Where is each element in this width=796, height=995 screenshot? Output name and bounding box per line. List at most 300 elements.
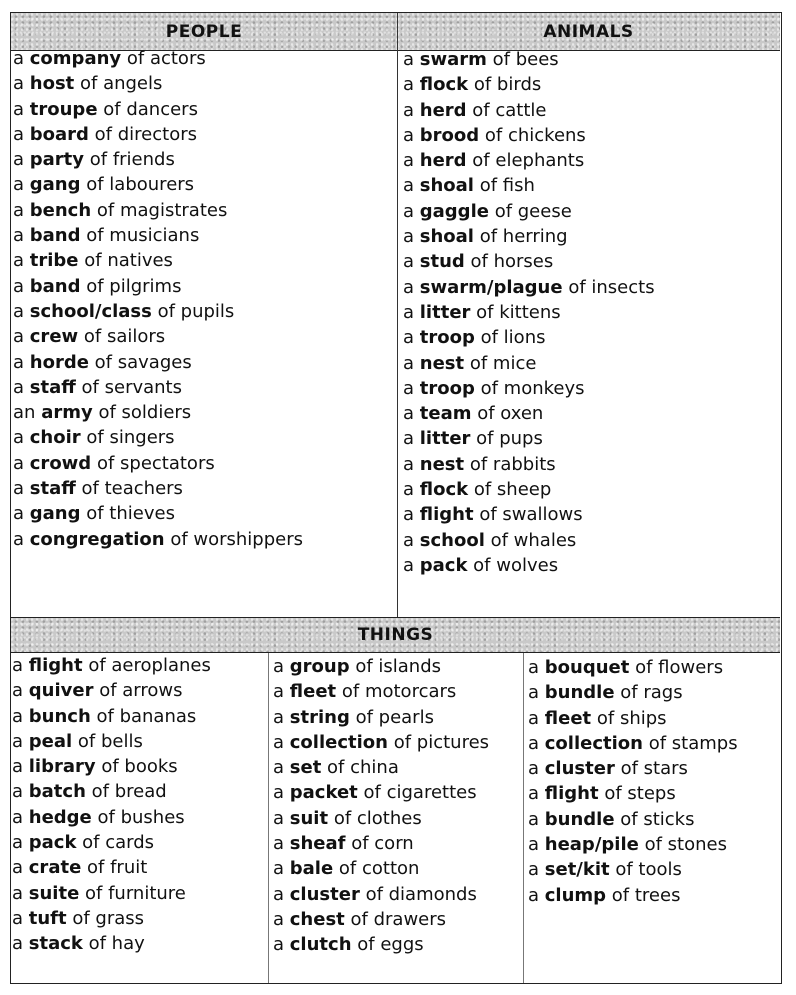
people-header: PEOPLE [11, 13, 397, 51]
article: a [273, 706, 285, 728]
group-member: of islands [355, 656, 442, 677]
people-animals-divider [397, 13, 398, 617]
list-item [13, 425, 303, 450]
collective-noun: horde [29, 351, 89, 373]
list-item [273, 730, 489, 755]
article: a [273, 934, 285, 956]
collective-noun: sheaf [289, 833, 346, 855]
article: a [403, 74, 415, 96]
list-item [273, 882, 489, 907]
collective-noun: board [29, 123, 89, 145]
article: a [403, 200, 415, 222]
group-member: of lions [480, 327, 546, 349]
collective-noun: swarm [419, 49, 487, 70]
article: a [403, 150, 415, 172]
collective-noun: collection [544, 732, 643, 754]
collective-noun: flock [419, 479, 469, 501]
article: a [13, 98, 25, 120]
group-member: of rabbits [469, 453, 556, 475]
list-item [13, 299, 303, 324]
group-member: of furniture [85, 882, 186, 904]
article: a [13, 174, 25, 196]
list-item [12, 729, 211, 754]
list-item [273, 806, 489, 831]
article: a [13, 149, 25, 171]
article: a [13, 503, 25, 525]
article: a [12, 806, 24, 828]
article: a [13, 452, 25, 474]
list-item [528, 832, 738, 857]
collective-noun: set/kit [544, 859, 610, 881]
article: a [403, 175, 415, 197]
collective-noun: suit [289, 807, 329, 829]
collective-noun: chest [289, 908, 345, 930]
list-item [403, 98, 655, 123]
collective-noun: packet [289, 782, 358, 804]
collective-noun: congregation [29, 528, 165, 550]
group-member: of fruit [87, 857, 148, 879]
group-member: of musicians [86, 225, 200, 247]
article: a [273, 681, 285, 703]
list-item [12, 653, 211, 678]
group-member: of stars [620, 758, 688, 780]
group-member: of soldiers [98, 402, 192, 424]
article: a [403, 124, 415, 146]
article: a [403, 453, 415, 475]
collective-noun: troop [419, 327, 475, 349]
list-item [403, 401, 655, 426]
group-member: of elephants [472, 150, 585, 172]
list-item [528, 731, 738, 756]
article: a [403, 99, 415, 121]
article: a [12, 705, 24, 727]
article: a [12, 933, 24, 955]
article: a [13, 73, 25, 95]
list-item [273, 705, 489, 730]
list-item [403, 477, 655, 502]
group-member: of pilgrims [86, 275, 182, 297]
article: a [403, 504, 415, 526]
article: a [13, 199, 25, 221]
list-item [403, 452, 655, 477]
collective-noun: clutch [289, 934, 352, 956]
collective-noun: peal [28, 730, 73, 752]
article: a [403, 301, 415, 323]
group-member: of cigarettes [363, 782, 477, 804]
collective-noun: party [29, 149, 85, 171]
list-item [273, 780, 489, 805]
collective-noun: library [28, 756, 96, 778]
group-member: of sticks [620, 808, 695, 830]
list-item [403, 528, 655, 553]
collective-noun: bouquet [544, 657, 630, 678]
collective-noun: herd [419, 99, 467, 121]
group-member: of arrows [99, 680, 183, 702]
group-member: of swallows [479, 504, 583, 526]
collective-noun: troupe [29, 98, 98, 120]
group-member: of labourers [86, 174, 195, 196]
article: a [13, 351, 25, 373]
collective-noun: nest [419, 453, 465, 475]
list-item [13, 71, 303, 96]
article: a [12, 756, 24, 778]
things-divider-2 [523, 653, 524, 983]
list-item [13, 375, 303, 400]
article: a [273, 782, 285, 804]
list-item [403, 249, 655, 274]
collective-noun: staff [29, 478, 76, 500]
article: a [12, 832, 24, 854]
collective-noun: tribe [29, 250, 79, 272]
group-member: of whales [490, 529, 577, 551]
list-item [403, 47, 655, 72]
list-item [528, 781, 738, 806]
group-member: of spectators [96, 452, 215, 474]
list-item [12, 906, 211, 931]
list-item [273, 907, 489, 932]
list-item [528, 807, 738, 832]
group-member: of pupils [157, 300, 235, 322]
article: a [528, 859, 540, 881]
group-member: of stamps [648, 732, 738, 754]
collective-noun: choir [29, 427, 81, 449]
article: a [528, 783, 540, 805]
list-item [12, 881, 211, 906]
group-member: of bananas [96, 705, 197, 727]
list-item [273, 654, 489, 679]
article: a [13, 300, 25, 322]
group-member: of china [327, 757, 399, 779]
article: a [528, 758, 540, 780]
group-member: of clothes [333, 807, 422, 829]
list-item [403, 275, 655, 300]
group-member: of pups [476, 428, 543, 450]
article: a [13, 250, 25, 272]
list-item [13, 248, 303, 273]
collective-noun: shoal [419, 226, 474, 248]
list-item [528, 857, 738, 882]
article: a [273, 757, 285, 779]
list-item [13, 147, 303, 172]
group-member: of tools [615, 859, 682, 881]
list-item [528, 680, 738, 705]
collective-noun: litter [419, 301, 471, 323]
group-member: of monkeys [480, 377, 585, 399]
collective-noun: group [289, 656, 350, 677]
collective-noun: string [289, 706, 350, 728]
article: a [403, 529, 415, 551]
collective-noun: band [29, 275, 81, 297]
article: a [528, 657, 540, 678]
article: a [403, 49, 415, 70]
article: a [403, 276, 415, 298]
list-item [403, 173, 655, 198]
collective-noun: bench [29, 199, 92, 221]
article: a [13, 376, 25, 398]
group-member: of bread [91, 781, 167, 803]
collective-noun: staff [29, 376, 76, 398]
group-member: of herring [479, 226, 568, 248]
collective-noun: quiver [28, 680, 94, 702]
list-item [12, 805, 211, 830]
article: a [403, 251, 415, 273]
group-member: of magistrates [96, 199, 228, 221]
group-member: of trees [611, 884, 681, 906]
collective-noun: suite [28, 882, 80, 904]
article: a [403, 327, 415, 349]
group-member: of eggs [357, 934, 424, 956]
article: a [528, 884, 540, 906]
article: a [403, 377, 415, 399]
collective-noun: hedge [28, 806, 92, 828]
article: a [273, 858, 285, 880]
list-item [273, 932, 489, 957]
collective-noun: bundle [544, 682, 615, 704]
collective-noun: school/class [29, 300, 152, 322]
article: a [13, 478, 25, 500]
group-member: of flowers [635, 657, 724, 678]
collective-noun: tuft [28, 907, 67, 929]
group-member: of cards [82, 832, 155, 854]
article: a [273, 731, 285, 753]
list-item [13, 97, 303, 122]
article: a [12, 882, 24, 904]
collective-noun: bundle [544, 808, 615, 830]
list-item [13, 198, 303, 223]
list-item [13, 274, 303, 299]
collective-noun: gang [29, 503, 81, 525]
list-item [12, 779, 211, 804]
collective-noun: cluster [544, 758, 615, 780]
collective-noun: fleet [289, 681, 337, 703]
list-item [12, 704, 211, 729]
group-member: of singers [86, 427, 175, 449]
list-item [12, 830, 211, 855]
list-item [13, 122, 303, 147]
collective-noun: band [29, 225, 81, 247]
collective-noun: collection [289, 731, 388, 753]
group-member: of angels [80, 73, 163, 95]
article: a [13, 528, 25, 550]
group-member: of aeroplanes [88, 655, 211, 676]
list-item [403, 351, 655, 376]
list-item [403, 72, 655, 97]
collective-noun: company [29, 48, 122, 69]
collective-noun: stud [419, 251, 465, 273]
collective-noun: pack [419, 554, 468, 576]
collective-noun: flight [544, 783, 599, 805]
collective-noun: crew [29, 326, 79, 348]
article: a [12, 680, 24, 702]
article: a [12, 857, 24, 879]
list-item [12, 931, 211, 956]
list-item [273, 856, 489, 881]
article: a [12, 655, 24, 676]
collective-noun: pack [28, 832, 77, 854]
list-item [528, 883, 738, 908]
collective-noun: herd [419, 150, 467, 172]
article: a [528, 682, 540, 704]
article: a [273, 656, 285, 677]
article: a [528, 834, 540, 856]
group-member: of rags [620, 682, 683, 704]
group-member: of thieves [86, 503, 175, 525]
collective-noun: cluster [289, 883, 360, 905]
group-member: of friends [89, 149, 175, 171]
group-member: of ships [596, 707, 667, 729]
collective-noun: flock [419, 74, 469, 96]
list-item [13, 223, 303, 248]
group-member: of teachers [81, 478, 183, 500]
group-member: of bells [77, 730, 143, 752]
article: an [13, 402, 36, 424]
article: a [528, 808, 540, 830]
article: a [13, 326, 25, 348]
group-member: of sailors [83, 326, 166, 348]
group-member: of oxen [477, 403, 544, 425]
article: a [273, 807, 285, 829]
collective-noun: bunch [28, 705, 91, 727]
group-member: of cattle [472, 99, 547, 121]
list-item [528, 756, 738, 781]
things-list-1 [12, 653, 211, 957]
list-item [403, 123, 655, 148]
collective-noun: fleet [544, 707, 592, 729]
group-member: of geese [494, 200, 572, 222]
list-item [273, 755, 489, 780]
group-member: of sheep [473, 479, 552, 501]
collective-noun: gang [29, 174, 81, 196]
list-item [13, 350, 303, 375]
things-list-3 [528, 655, 738, 908]
group-member: of fish [479, 175, 535, 197]
article: a [13, 225, 25, 247]
article: a [273, 883, 285, 905]
article: a [403, 479, 415, 501]
collective-noun: set [289, 757, 322, 779]
list-item [403, 224, 655, 249]
group-member: of hay [88, 933, 145, 955]
list-item [528, 706, 738, 731]
group-member: of directors [94, 123, 197, 145]
collective-noun: gaggle [419, 200, 489, 222]
collective-noun: host [29, 73, 75, 95]
things-header: THINGS [11, 617, 780, 653]
group-member: of books [101, 756, 178, 778]
group-member: of pearls [355, 706, 434, 728]
group-member: of horses [470, 251, 554, 273]
article: a [12, 730, 24, 752]
collective-noun: flight [28, 655, 83, 676]
list-item [13, 451, 303, 476]
group-member: of mice [469, 352, 537, 374]
group-member: of insects [568, 276, 655, 298]
article: a [403, 428, 415, 450]
collective-noun: crate [28, 857, 82, 879]
article: a [12, 907, 24, 929]
list-item [12, 855, 211, 880]
article: a [403, 226, 415, 248]
group-member: of corn [351, 833, 414, 855]
group-member: of chickens [484, 124, 586, 146]
list-item [13, 501, 303, 526]
list-item [403, 148, 655, 173]
collective-noun: team [419, 403, 472, 425]
collective-noun: nest [419, 352, 465, 374]
collective-noun: bale [289, 858, 334, 880]
group-member: of dancers [103, 98, 198, 120]
group-member: of birds [473, 74, 542, 96]
list-item [403, 502, 655, 527]
group-member: of motorcars [341, 681, 457, 703]
group-member: of grass [72, 907, 145, 929]
list-item [273, 831, 489, 856]
list-item [403, 199, 655, 224]
group-member: of stones [644, 834, 727, 856]
list-item [12, 678, 211, 703]
group-member: of bushes [97, 806, 185, 828]
collective-noun: school [419, 529, 485, 551]
group-member: of actors [126, 48, 206, 69]
article: a [13, 427, 25, 449]
article: a [13, 123, 25, 145]
collective-noun: army [41, 402, 93, 424]
group-member: of wolves [473, 554, 559, 576]
group-member: of diamonds [365, 883, 477, 905]
group-member: of drawers [350, 908, 447, 930]
list-item [528, 655, 738, 680]
list-item [403, 300, 655, 325]
group-member: of servants [81, 376, 182, 398]
group-member: of savages [94, 351, 192, 373]
collective-noun: clump [544, 884, 607, 906]
animals-header: ANIMALS [397, 13, 780, 51]
collective-noun: brood [419, 124, 480, 146]
article: a [273, 908, 285, 930]
list-item [403, 325, 655, 350]
list-item [13, 527, 303, 552]
list-item [13, 476, 303, 501]
article: a [528, 707, 540, 729]
article: a [403, 403, 415, 425]
group-member: of steps [604, 783, 676, 805]
group-member: of pictures [393, 731, 490, 753]
list-item [12, 754, 211, 779]
group-member: of cotton [338, 858, 420, 880]
group-member: of bees [492, 49, 559, 70]
collective-noun: heap/pile [544, 834, 639, 856]
collective-noun: crowd [29, 452, 92, 474]
things-divider-1 [268, 653, 269, 983]
animals-list [403, 47, 655, 578]
article: a [403, 554, 415, 576]
collective-noun: stack [28, 933, 83, 955]
people-list [13, 46, 303, 552]
list-item [13, 46, 303, 71]
article: a [528, 732, 540, 754]
things-list-2 [273, 654, 489, 958]
group-member: of worshippers [170, 528, 304, 550]
collective-noun: shoal [419, 175, 474, 197]
collective-noun: troop [419, 377, 475, 399]
article: a [403, 352, 415, 374]
list-item [273, 679, 489, 704]
collective-noun: flight [419, 504, 474, 526]
article: a [273, 833, 285, 855]
list-item [13, 172, 303, 197]
collective-noun: swarm/plague [419, 276, 563, 298]
article: a [13, 48, 25, 69]
